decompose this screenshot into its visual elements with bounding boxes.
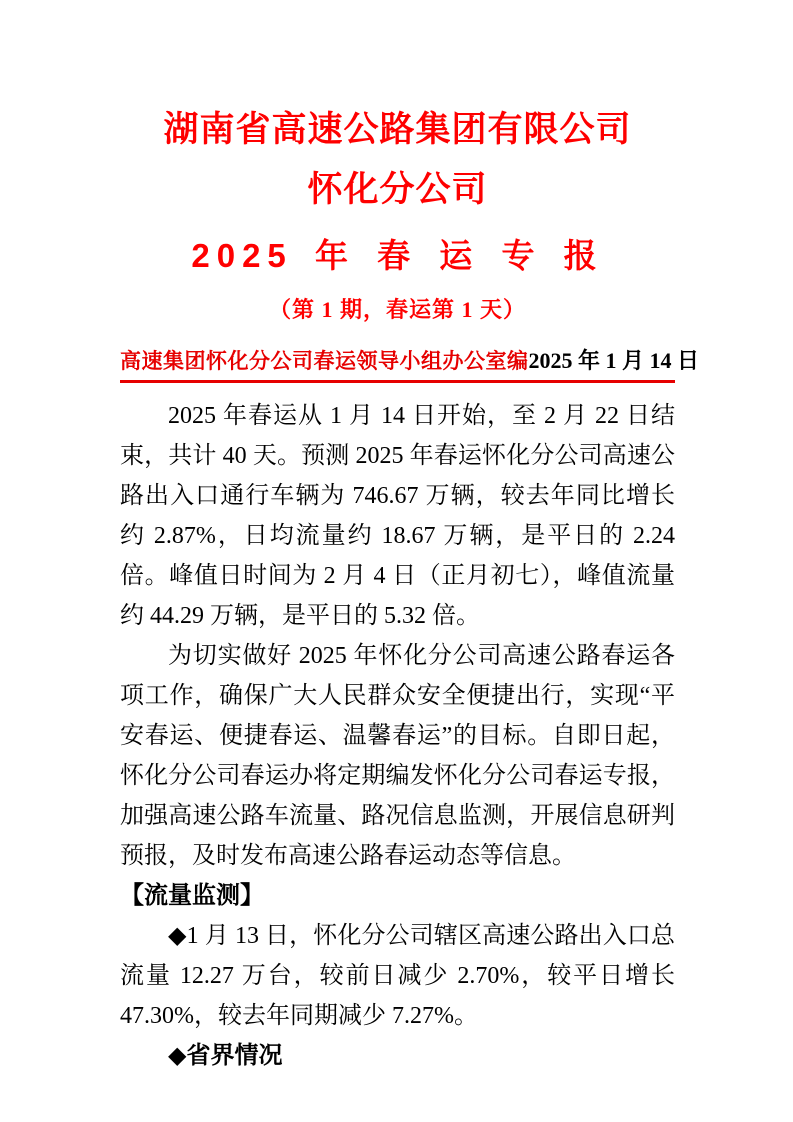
editor-byline-row bbox=[120, 345, 700, 383]
document-body bbox=[120, 396, 675, 1076]
paragraph-purpose: 为切实做好 2025 年怀化分公司高速公路春运各项工作，确保广大人民群众安全便捷出行，实现“平安春运、便捷春运、温馨春运”的目标。自即日起，怀化分公司春运办将定期编发怀化分公司春运专报，加强高速公路车流量、路况信息监测，开展信息研判预报，及时发布高速公路春运动态等信息。 bbox=[120, 643, 675, 869]
issue-number-line: （第 1 期，春运第 1 天） bbox=[268, 297, 526, 322]
subsection-heading-province-border: ◆省界情况 bbox=[168, 1043, 283, 1069]
issue-date: 2025 年 1 月 14 日 bbox=[528, 348, 700, 373]
org-title-line-2: 怀化分公司 bbox=[307, 170, 488, 209]
report-title: 2025 年 春 运 专 报 bbox=[191, 237, 604, 274]
editor-name: 高速集团怀化分公司春运领导小组办公室编 bbox=[120, 349, 529, 373]
org-title-line-1: 湖南省高速公路集团有限公司 bbox=[163, 110, 632, 149]
section-heading-traffic-monitor: 【流量监测】 bbox=[120, 883, 264, 909]
paragraph-traffic-summary: ◆1 月 13 日，怀化分公司辖区高速公路出入口总流量 12.27 万台，较前日减少 2.70%，较平日增长 47.30%，较去年同期减少 7.27%。 bbox=[120, 923, 675, 1029]
paragraph-forecast: 2025 年春运从 1 月 14 日开始，至 2 月 22 日结束，共计 40 天。预测 2025 年春运怀化分公司高速公路出入口通行车辆为 746.67 万辆，较去年同比增长约 2.87%，日均流量约 18.67 万辆，是平日的 2.24 倍。峰值日时间为 2 月 4 日（正月初七），峰值流量约 44.29 万辆，是平日的 5.32 倍。 bbox=[120, 403, 675, 629]
